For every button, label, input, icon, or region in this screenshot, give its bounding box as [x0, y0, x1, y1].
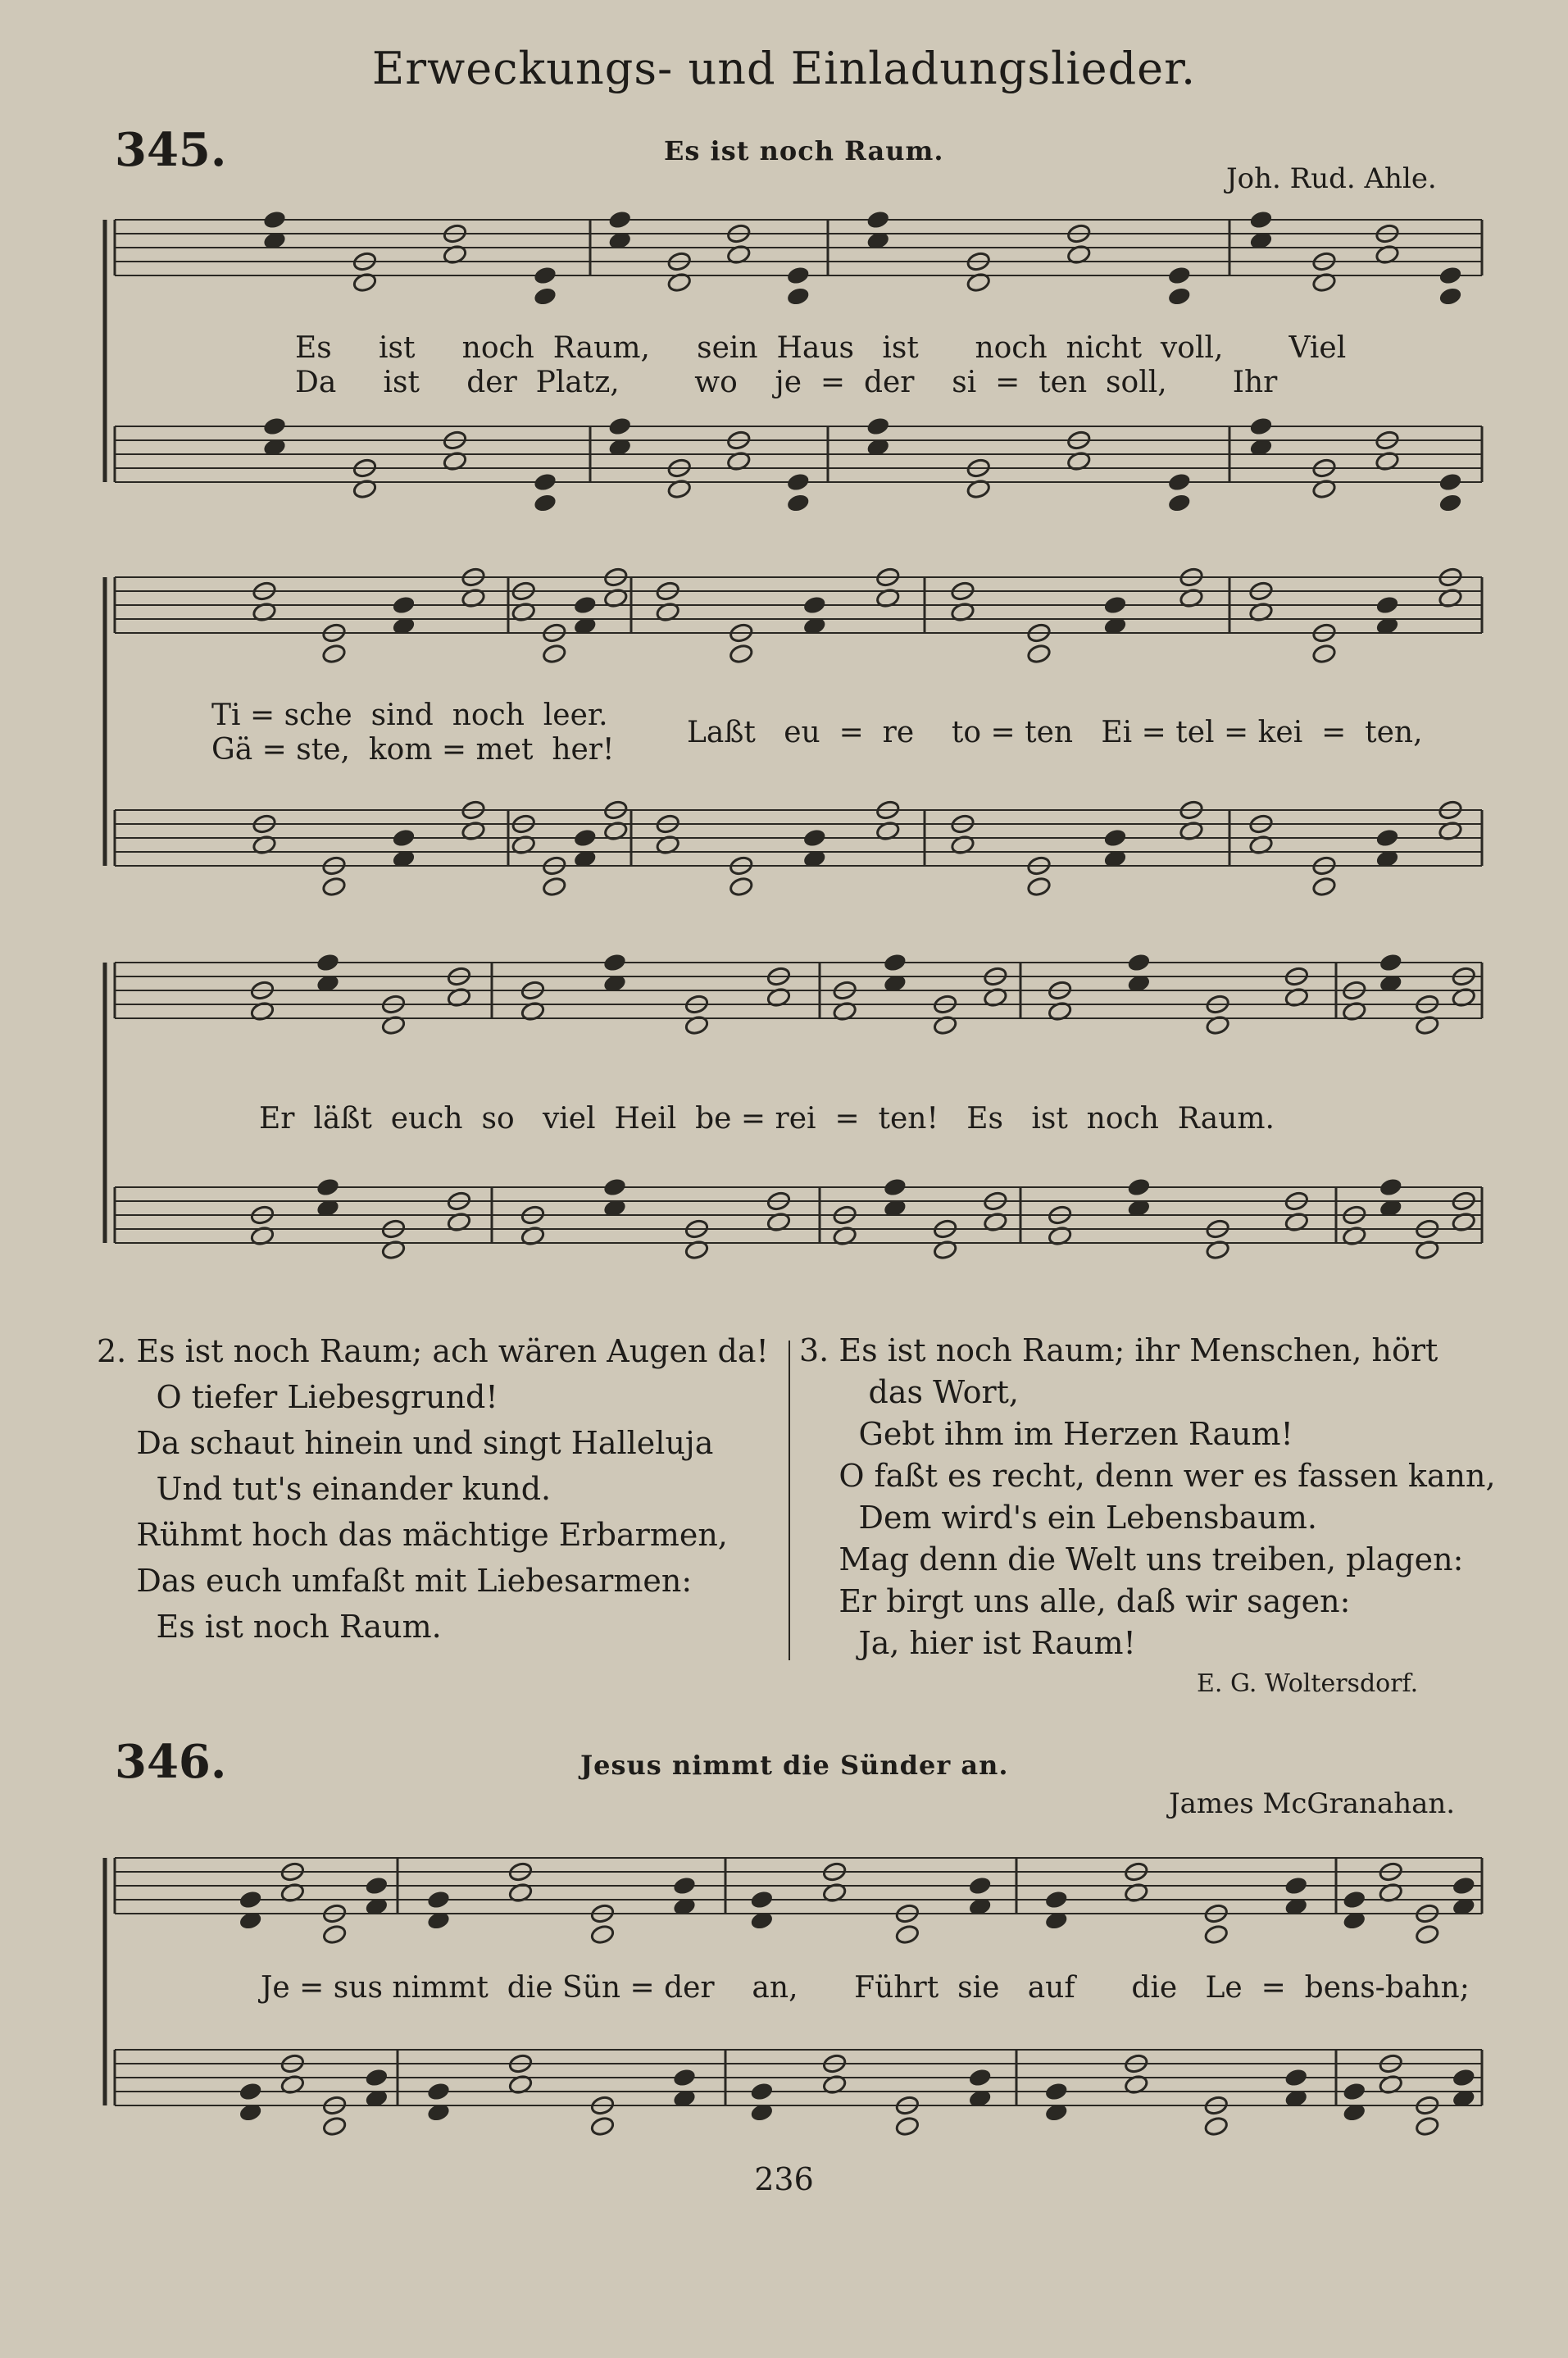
note-head: [1248, 416, 1274, 437]
hymn-number: 345.: [115, 123, 227, 177]
verse-line: Mag denn die Welt uns treiben, plagen:: [799, 1541, 1464, 1577]
note-head: [572, 827, 598, 849]
verse-line: Ja, hier ist Raum!: [799, 1625, 1136, 1661]
composer: James McGranahan.: [1169, 1787, 1456, 1820]
verse-author: E. G. Woltersdorf.: [1197, 1669, 1419, 1698]
note-head: [542, 644, 567, 665]
note-head: [1026, 876, 1052, 898]
note-head: [883, 1177, 908, 1198]
note-head: [1166, 471, 1192, 493]
verse-line: Dem wird's ein Lebensbaum.: [799, 1500, 1318, 1536]
note-head: [1043, 2081, 1069, 2102]
note-head: [322, 1924, 348, 1946]
note-head: [1378, 952, 1403, 973]
note-head: [1438, 265, 1463, 286]
note-head: [1311, 644, 1337, 665]
verse-line: das Wort,: [799, 1374, 1019, 1410]
note-head: [895, 1924, 920, 1946]
note-head: [1438, 471, 1463, 493]
note-head: [1311, 876, 1337, 898]
page-number: 236: [754, 2161, 814, 2197]
verse-line: Rühmt hoch das mächtige Erbarmen,: [97, 1517, 728, 1553]
note-head: [802, 827, 827, 849]
note-head: [590, 2116, 616, 2137]
verse-line: Er birgt uns alle, daß wir sagen:: [799, 1583, 1351, 1619]
note-head: [672, 1875, 698, 1896]
note-head: [1415, 1924, 1440, 1946]
note-head: [572, 594, 598, 616]
note-head: [322, 2116, 348, 2137]
note-head: [364, 1875, 389, 1896]
note-head: [785, 493, 811, 514]
verse-line: Das euch umfaßt mit Liebesarmen:: [97, 1563, 693, 1599]
verse-line: Da schaut hinein und singt Halleluja: [97, 1425, 714, 1461]
note-head: [749, 1889, 775, 1910]
note-head: [321, 876, 347, 898]
lyric-line: Es ist noch Raum, sein Haus ist noch nicht voll, Viel: [295, 331, 1347, 365]
lyric-line: Er läßt euch so viel Heil be = rei = ten! Es ist noch Raum.: [259, 1102, 1275, 1136]
note-head: [607, 209, 633, 230]
note-head: [1166, 265, 1192, 286]
note-head: [316, 952, 341, 973]
verse-line: Gebt ihm im Herzen Raum!: [799, 1416, 1293, 1452]
note-head: [1375, 827, 1400, 849]
hymn-number: 346.: [115, 1735, 227, 1789]
note-head: [316, 1177, 341, 1198]
note-head: [1378, 1177, 1403, 1198]
note-head: [729, 644, 754, 665]
note-head: [590, 1924, 616, 1946]
note-head: [262, 416, 288, 437]
verse-line: Und tut's einander kund.: [97, 1471, 552, 1507]
note-head: [802, 594, 827, 616]
note-head: [967, 2067, 993, 2088]
note-head: [895, 2116, 920, 2137]
lyric-line: Gä = ste, kom = met her!: [211, 733, 615, 767]
note-head: [364, 2067, 389, 2088]
note-head: [533, 265, 558, 286]
note-head: [542, 876, 567, 898]
verse-line: O faßt es recht, denn wer es fassen kann,: [799, 1458, 1496, 1494]
note-head: [866, 209, 891, 230]
note-head: [866, 416, 891, 437]
note-head: [785, 286, 811, 307]
note-head: [1126, 952, 1152, 973]
note-head: [238, 1889, 263, 1910]
note-head: [1284, 2067, 1309, 2088]
note-head: [1342, 1889, 1367, 1910]
note-head: [1438, 493, 1463, 514]
note-head: [1026, 644, 1052, 665]
note-head: [883, 952, 908, 973]
note-head: [1126, 1177, 1152, 1198]
note-head: [391, 594, 416, 616]
page-header: Erweckungs- und Einladungslieder.: [371, 43, 1197, 94]
note-head: [967, 1875, 993, 1896]
note-head: [785, 265, 811, 286]
note-head: [602, 952, 628, 973]
note-head: [1248, 209, 1274, 230]
lyric-line: Laßt eu = re to = ten Ei = tel = kei = ten,: [687, 716, 1423, 749]
note-head: [1415, 2116, 1440, 2137]
note-head: [1203, 2116, 1229, 2137]
note-head: [607, 416, 633, 437]
note-head: [1375, 594, 1400, 616]
note-head: [533, 471, 558, 493]
note-head: [1166, 493, 1192, 514]
verse-line: 2. Es ist noch Raum; ach wären Augen da!: [97, 1333, 769, 1369]
note-head: [729, 876, 754, 898]
note-head: [391, 827, 416, 849]
note-head: [1102, 827, 1128, 849]
note-head: [1342, 2081, 1367, 2102]
note-head: [785, 471, 811, 493]
note-head: [238, 2081, 263, 2102]
hymn-title: Jesus nimmt die Sünder an.: [580, 1750, 1009, 1781]
note-head: [672, 2067, 698, 2088]
note-head: [426, 2081, 452, 2102]
note-head: [1451, 1875, 1476, 1896]
note-head: [749, 2081, 775, 2102]
verse-line: Es ist noch Raum.: [97, 1609, 442, 1645]
verse-line: O tiefer Liebesgrund!: [97, 1379, 498, 1415]
composer: Joh. Rud. Ahle.: [1226, 162, 1437, 195]
verse-line: 3. Es ist noch Raum; ihr Menschen, hört: [799, 1332, 1438, 1368]
note-head: [533, 493, 558, 514]
hymn-title: Es ist noch Raum.: [664, 135, 944, 166]
note-head: [1438, 286, 1463, 307]
note-head: [321, 644, 347, 665]
note-head: [262, 209, 288, 230]
lyric-line: Ti = sche sind noch leer.: [211, 699, 608, 732]
note-head: [602, 1177, 628, 1198]
note-head: [533, 286, 558, 307]
lyric-line: Da ist der Platz, wo je = der si = ten soll, Ihr: [295, 366, 1278, 399]
note-head: [1451, 2067, 1476, 2088]
lyric-line: Je = sus nimmt die Sün = der an, Führt sie auf die Le = bens-bahn;: [261, 1971, 1470, 2005]
note-head: [1166, 286, 1192, 307]
note-head: [1203, 1924, 1229, 1946]
note-head: [1284, 1875, 1309, 1896]
note-head: [1102, 594, 1128, 616]
verse-divider: [789, 1341, 790, 1660]
note-head: [1043, 1889, 1069, 1910]
note-head: [426, 1889, 452, 1910]
verse-3: [799, 1330, 1496, 1664]
verse-2: [97, 1328, 769, 1650]
